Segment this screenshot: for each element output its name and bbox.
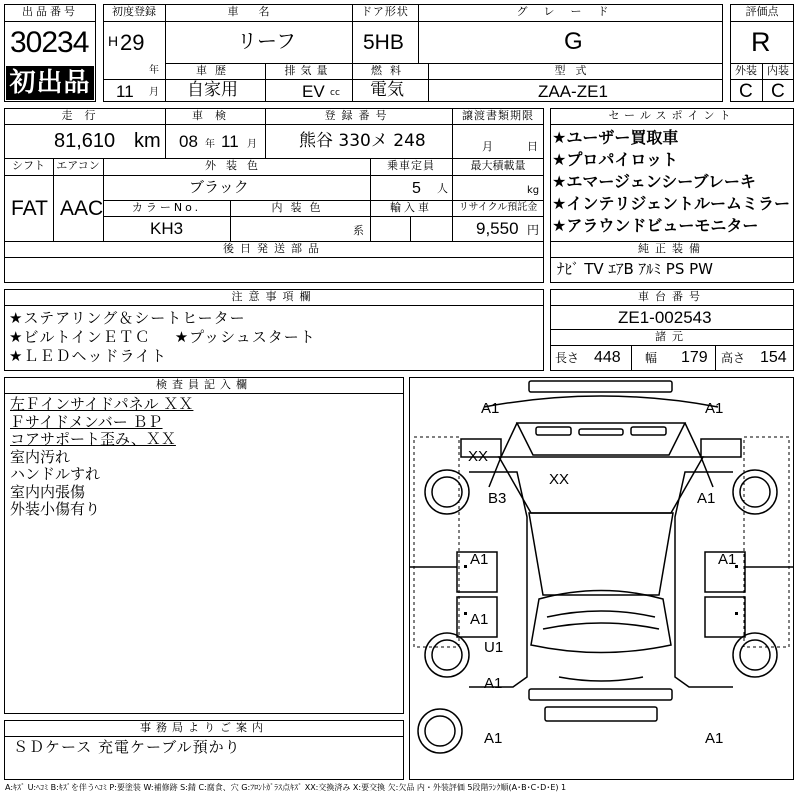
damage-mark: A1 [705,730,724,747]
office-note: ＳＤケース 充電ケーブル預かり [13,738,241,756]
month-unit: 月 [149,87,159,98]
color-no-label: カラーNo. [131,201,202,214]
sales-point: ★アラウンドビューモニター [552,216,759,235]
inspection-year: 08 [179,132,198,151]
color-no: KH3 [150,219,184,238]
note-item: ★ビルトインＥＴＣ [9,328,151,346]
ac-label: エアコン [56,159,100,172]
first-reg-label: 初度登録 [112,5,156,18]
width-label: 幅 [645,351,658,365]
note-line: ★ＬＥＤヘッドライト [9,347,167,365]
height: 154 [760,349,787,366]
plate-label: 登録番号 [324,109,393,122]
transfer-month-unit: 月 [482,140,493,153]
sales-point: ★ユーザー買取車 [552,128,679,147]
sales-points-label: セールスポイント [608,109,736,122]
interior-color-unit: 系 [353,224,364,237]
model-label: 型式 [554,64,597,77]
damage-legend: A:ｷｽﾞ U:ﾍｺﾐ B:ｷｽﾞを伴うﾍｺﾐ P:要塗装 W:補修跡 S:錆 C:腐食、穴 G:ﾌﾛﾝﾄｶﾞﾗｽ点ｷｽﾞ XX:交換済み X:要交換 欠:欠品 内・外装評価 5段階ﾗﾝｸ順(A･B･C･D･E) 1 [5,783,567,792]
car-diagram [409,377,794,780]
car-name: リーフ [237,29,296,53]
damage-mark: A1 [697,490,716,507]
inspector-line: ハンドルすれ [10,465,101,483]
first-reg-year: 29 [120,30,145,55]
ac: AAC [60,197,104,220]
displacement-unit: cc [330,88,340,98]
damage-mark: A1 [481,400,500,417]
transfer-label: 譲渡書類期限 [462,109,534,122]
sales-points-list [552,127,790,237]
exterior-label: 外装 [735,64,757,77]
car-name-label: 車名 [227,5,290,18]
note-line [9,328,316,347]
interior-grade: C [771,81,785,102]
damage-mark: A1 [484,675,503,692]
notes-list [9,309,316,366]
recycle-unit: 円 [527,223,540,237]
displacement-label: 排気量 [284,64,333,77]
inspector-notes [10,396,193,519]
notes-label: 注意事項欄 [231,290,317,303]
length: 448 [594,349,621,366]
score: R [751,27,771,57]
interior-label: 内装 [767,64,789,77]
shift: FAT [11,197,48,220]
grade: G [564,28,583,55]
damage-mark: A1 [705,400,724,417]
inspector-line: Ｆサイドメンバー ＢＰ [10,412,163,431]
mileage: 81,610 [54,130,116,152]
recycle-amount: 9,550 [476,219,519,238]
damage-mark: A1 [470,551,489,568]
fuel: 電気 [370,80,404,100]
inspection-label: 車検 [192,109,238,122]
door-type-label: ドア形状 [361,5,409,18]
damage-mark: A1 [718,551,737,568]
shift-label: シフト [12,159,45,172]
fuel-label: 燃料 [371,64,409,77]
damage-mark: U1 [484,639,504,656]
sales-point: ★エマージェンシーブレーキ [552,172,756,191]
score-label: 評価点 [745,5,779,18]
damage-mark: A1 [470,611,489,628]
damage-mark: XX [468,448,489,465]
load-label: 最大積載量 [470,159,526,172]
inspector-label: 検査員記入欄 [156,378,252,391]
inspector-line: 外装小傷有り [10,500,101,518]
equipment-value: ﾅﾋﾞ TV ｴｱB ｱﾙﾐ PS PW [557,260,713,278]
damage-mark: A1 [484,730,503,747]
capacity-label: 乗車定員 [387,159,435,172]
lot-number: 30234 [10,26,89,59]
exterior-grade: C [739,81,753,102]
color-label: 外装色 [205,159,268,172]
history-label: 車歴 [196,64,234,77]
specs-label: 諸元 [655,330,689,343]
first-reg-month: 11 [116,82,134,101]
note-line: ★ステアリング＆シートヒーター [9,309,246,327]
grade-label: グレード [516,5,625,18]
inspector-line: 室内汚れ [10,447,71,466]
plate: 熊谷 330メ 248 [299,131,426,151]
capacity: 5 [412,180,421,197]
inspection-year-unit: 年 [205,139,215,150]
year-unit: 年 [149,65,159,76]
height-label: 高さ [721,351,746,365]
import-label: 輸入車 [390,201,432,214]
door-type: 5HB [363,31,404,54]
capacity-unit: 人 [437,182,448,195]
office-label: 事務局よりご案内 [140,721,268,734]
equipment-label: 純正装備 [638,242,706,255]
transfer-day-unit: 日 [527,140,538,153]
inspection-month-unit: 月 [247,139,257,150]
displacement: EV [302,82,325,101]
model: ZAA-ZE1 [538,82,608,101]
history: 自家用 [187,80,238,100]
length-label: 長さ [555,351,580,365]
inspection-month: 11 [221,132,239,151]
inspector-line: 室内内張傷 [10,482,86,501]
mileage-label: 走行 [61,109,108,122]
recycle-label: リサイクル預託金 [458,202,538,213]
load-unit: kg [527,185,540,196]
sales-point: ★インテリジェントルームミラー [552,194,791,213]
interior-color-label: 内装色 [271,201,329,214]
sales-point: ★プロパイロット [552,150,679,169]
mileage-unit: km [134,130,161,152]
inspector-line: 左Ｆインサイドパネル ＸＸ [10,395,194,413]
width: 179 [681,349,708,366]
damage-mark: XX [549,471,570,488]
chassis-number: ZE1-002543 [618,308,712,327]
parts-label: 後日発送部品 [223,242,325,255]
note-item: ★プッシュスタート [174,328,316,346]
inspector-line: コアサポート歪み、ＸＸ [10,430,176,448]
first-listing-badge: 初出品 [6,66,94,100]
era-prefix: H [108,33,119,49]
color: ブラック [189,178,249,196]
damage-mark: B3 [488,490,507,507]
chassis-label: 車台番号 [638,290,706,303]
lot-number-label: 出品番号 [22,5,78,18]
